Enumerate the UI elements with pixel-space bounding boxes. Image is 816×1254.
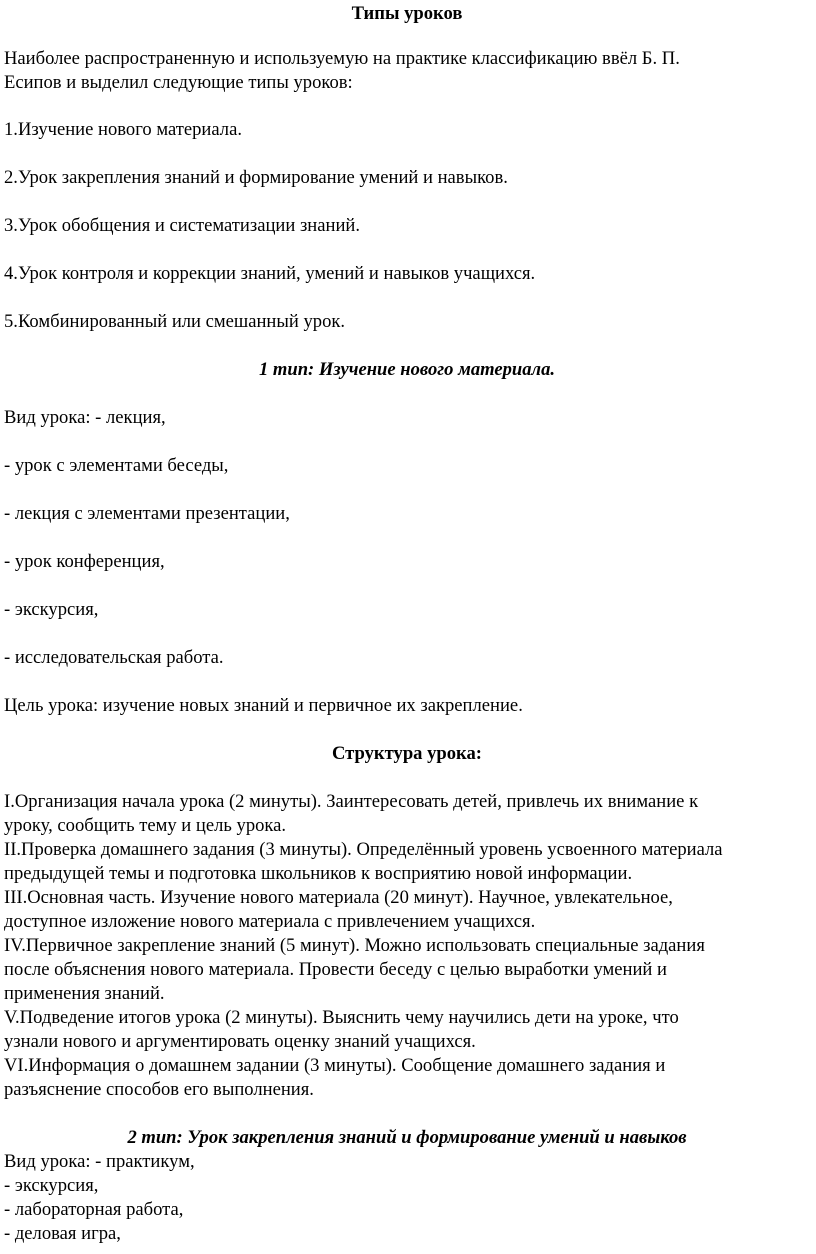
type-list-item-3: 3.Урок обобщения и систематизации знаний. (4, 215, 361, 236)
intro-line-2: Есипов и выделил следующие типы уроков: (4, 72, 353, 93)
type2-kind-item: - лабораторная работа, (4, 1199, 184, 1220)
structure-line: применения знаний. (4, 983, 165, 1004)
type2-kind-item: - деловая игра, (4, 1223, 121, 1244)
type1-kind-item: - исследовательская работа. (4, 647, 224, 668)
structure-line: после объяснения нового материала. Провести беседу с целью выработки умений и (4, 959, 667, 980)
structure-line: V.Подведение итогов урока (2 минуты). Выяснить чему научились дети на уроке, что (4, 1007, 679, 1028)
structure-line: уроку, сообщить тему и цель урока. (4, 815, 287, 836)
type1-kind-item: Вид урока: - лекция, (4, 407, 166, 428)
document-title: Типы уроков (351, 3, 463, 24)
structure-line: III.Основная часть. Изучение нового материала (20 минут). Научное, увлекательное, (4, 887, 673, 908)
type1-kind-item: - урок с элементами беседы, (4, 455, 229, 476)
type1-goal: Цель урока: изучение новых знаний и первичное их закрепление. (4, 695, 523, 716)
type1-kind-item: - урок конференция, (4, 551, 165, 572)
type-list-item-4: 4.Урок контроля и коррекции знаний, умений и навыков учащихся. (4, 263, 536, 284)
structure-line: узнали нового и аргументировать оценку знаний учащихся. (4, 1031, 476, 1052)
type1-kind-item: - лекция с элементами презентации, (4, 503, 290, 524)
structure-line: I.Организация начала урока (2 минуты). Заинтересовать детей, привлечь их внимание к (4, 791, 699, 812)
structure-line: IV.Первичное закрепление знаний (5 минут). Можно использовать специальные задания (4, 935, 705, 956)
type1-heading: 1 тип: Изучение нового материала. (258, 359, 556, 380)
type2-kind-item: Вид урока: - практикум, (4, 1151, 195, 1172)
structure-heading: Структура урока: (332, 743, 482, 764)
structure-line: II.Проверка домашнего задания (3 минуты). Определённый уровень усвоенного материала (4, 839, 723, 860)
structure-line: разъяснение способов его выполнения. (4, 1079, 314, 1100)
type-list-item-1: 1.Изучение нового материала. (4, 119, 242, 140)
type2-kind-item: - экскурсия, (4, 1175, 99, 1196)
structure-line: доступное изложение нового материала с привлечением учащихся. (4, 911, 536, 932)
type-list-item-5: 5.Комбинированный или смешанный урок. (4, 311, 346, 332)
type2-heading: 2 тип: Урок закрепления знаний и формирование умений и навыков (127, 1127, 687, 1148)
type1-kind-item: - экскурсия, (4, 599, 99, 620)
intro-line-1: Наиболее распространенную и используемую на практике классификацию ввёл Б. П. (4, 48, 680, 69)
structure-line: VI.Информация о домашнем задании (3 минуты). Сообщение домашнего задания и (4, 1055, 666, 1076)
type-list-item-2: 2.Урок закрепления знаний и формирование умений и навыков. (4, 167, 508, 188)
structure-line: предыдущей темы и подготовка школьников к восприятию новой информации. (4, 863, 633, 884)
